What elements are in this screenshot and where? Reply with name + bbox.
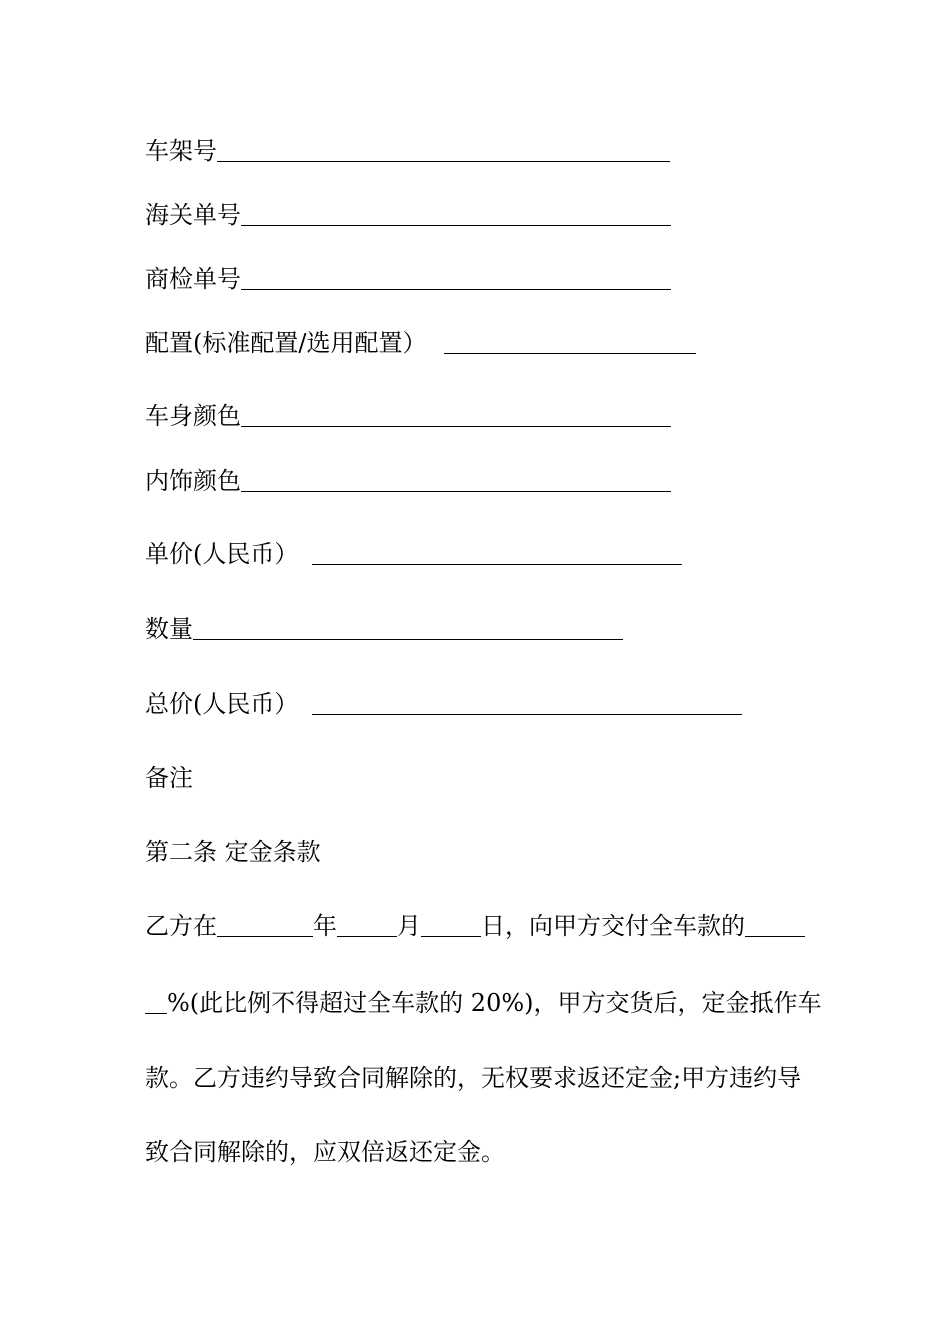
fill-blank[interactable] bbox=[217, 139, 670, 162]
fill-blank-year[interactable] bbox=[217, 914, 313, 937]
field-body-color bbox=[145, 401, 671, 431]
field-unit-price bbox=[145, 539, 682, 569]
field-label: 商检单号 bbox=[145, 265, 241, 293]
field-label: 内饰颜色 bbox=[145, 467, 241, 495]
field-quantity bbox=[145, 614, 623, 644]
fill-blank-month[interactable] bbox=[337, 914, 397, 937]
text-segment: 年 bbox=[313, 912, 337, 940]
fill-blank[interactable] bbox=[312, 542, 682, 565]
fill-blank[interactable] bbox=[444, 331, 696, 354]
field-customs-no bbox=[145, 200, 671, 230]
field-inspection-no bbox=[145, 264, 671, 294]
fill-blank[interactable] bbox=[241, 469, 671, 492]
field-label: 车身颜色 bbox=[145, 402, 241, 430]
field-chassis-no bbox=[145, 136, 670, 166]
fill-blank[interactable] bbox=[312, 692, 742, 715]
text-segment: 致合同解除的，应双倍返还定金。 bbox=[145, 1138, 505, 1166]
text-segment: %(此比例不得超过全车款的 20%)，甲方交货后，定金抵作车 bbox=[167, 989, 822, 1017]
paragraph-line-2 bbox=[145, 988, 822, 1018]
paragraph-line-4 bbox=[145, 1137, 505, 1167]
fill-blank-percent[interactable] bbox=[745, 914, 805, 937]
paragraph-line-3 bbox=[145, 1063, 801, 1093]
fill-blank-percent-cont[interactable] bbox=[145, 991, 167, 1014]
fill-blank[interactable] bbox=[241, 203, 671, 226]
fill-blank[interactable] bbox=[241, 404, 671, 427]
article-heading bbox=[145, 837, 321, 867]
field-label: 数量 bbox=[145, 615, 193, 643]
text-segment: 款。乙方违约导致合同解除的，无权要求返还定金;甲方违约导 bbox=[145, 1064, 802, 1092]
field-label: 备注 bbox=[145, 764, 193, 792]
text-segment: 月 bbox=[397, 912, 421, 940]
text-segment: 乙方在 bbox=[145, 912, 217, 940]
field-configuration bbox=[145, 328, 696, 358]
fill-blank[interactable] bbox=[241, 267, 671, 290]
field-interior-color bbox=[145, 466, 671, 496]
field-label: 车架号 bbox=[145, 137, 217, 165]
field-label: 海关单号 bbox=[145, 201, 241, 229]
fill-blank[interactable] bbox=[193, 617, 623, 640]
fill-blank-day[interactable] bbox=[421, 914, 481, 937]
text-segment: 日，向甲方交付全车款的 bbox=[481, 912, 745, 940]
article-heading-text: 第二条 定金条款 bbox=[145, 838, 321, 866]
paragraph-line-1 bbox=[145, 911, 805, 941]
field-total-price bbox=[145, 689, 742, 719]
field-label: 单价(人民币） bbox=[145, 540, 299, 568]
field-label: 总价(人民币） bbox=[145, 690, 299, 718]
field-label: 配置(标准配置/选用配置） bbox=[145, 329, 427, 357]
field-remarks bbox=[145, 763, 193, 793]
